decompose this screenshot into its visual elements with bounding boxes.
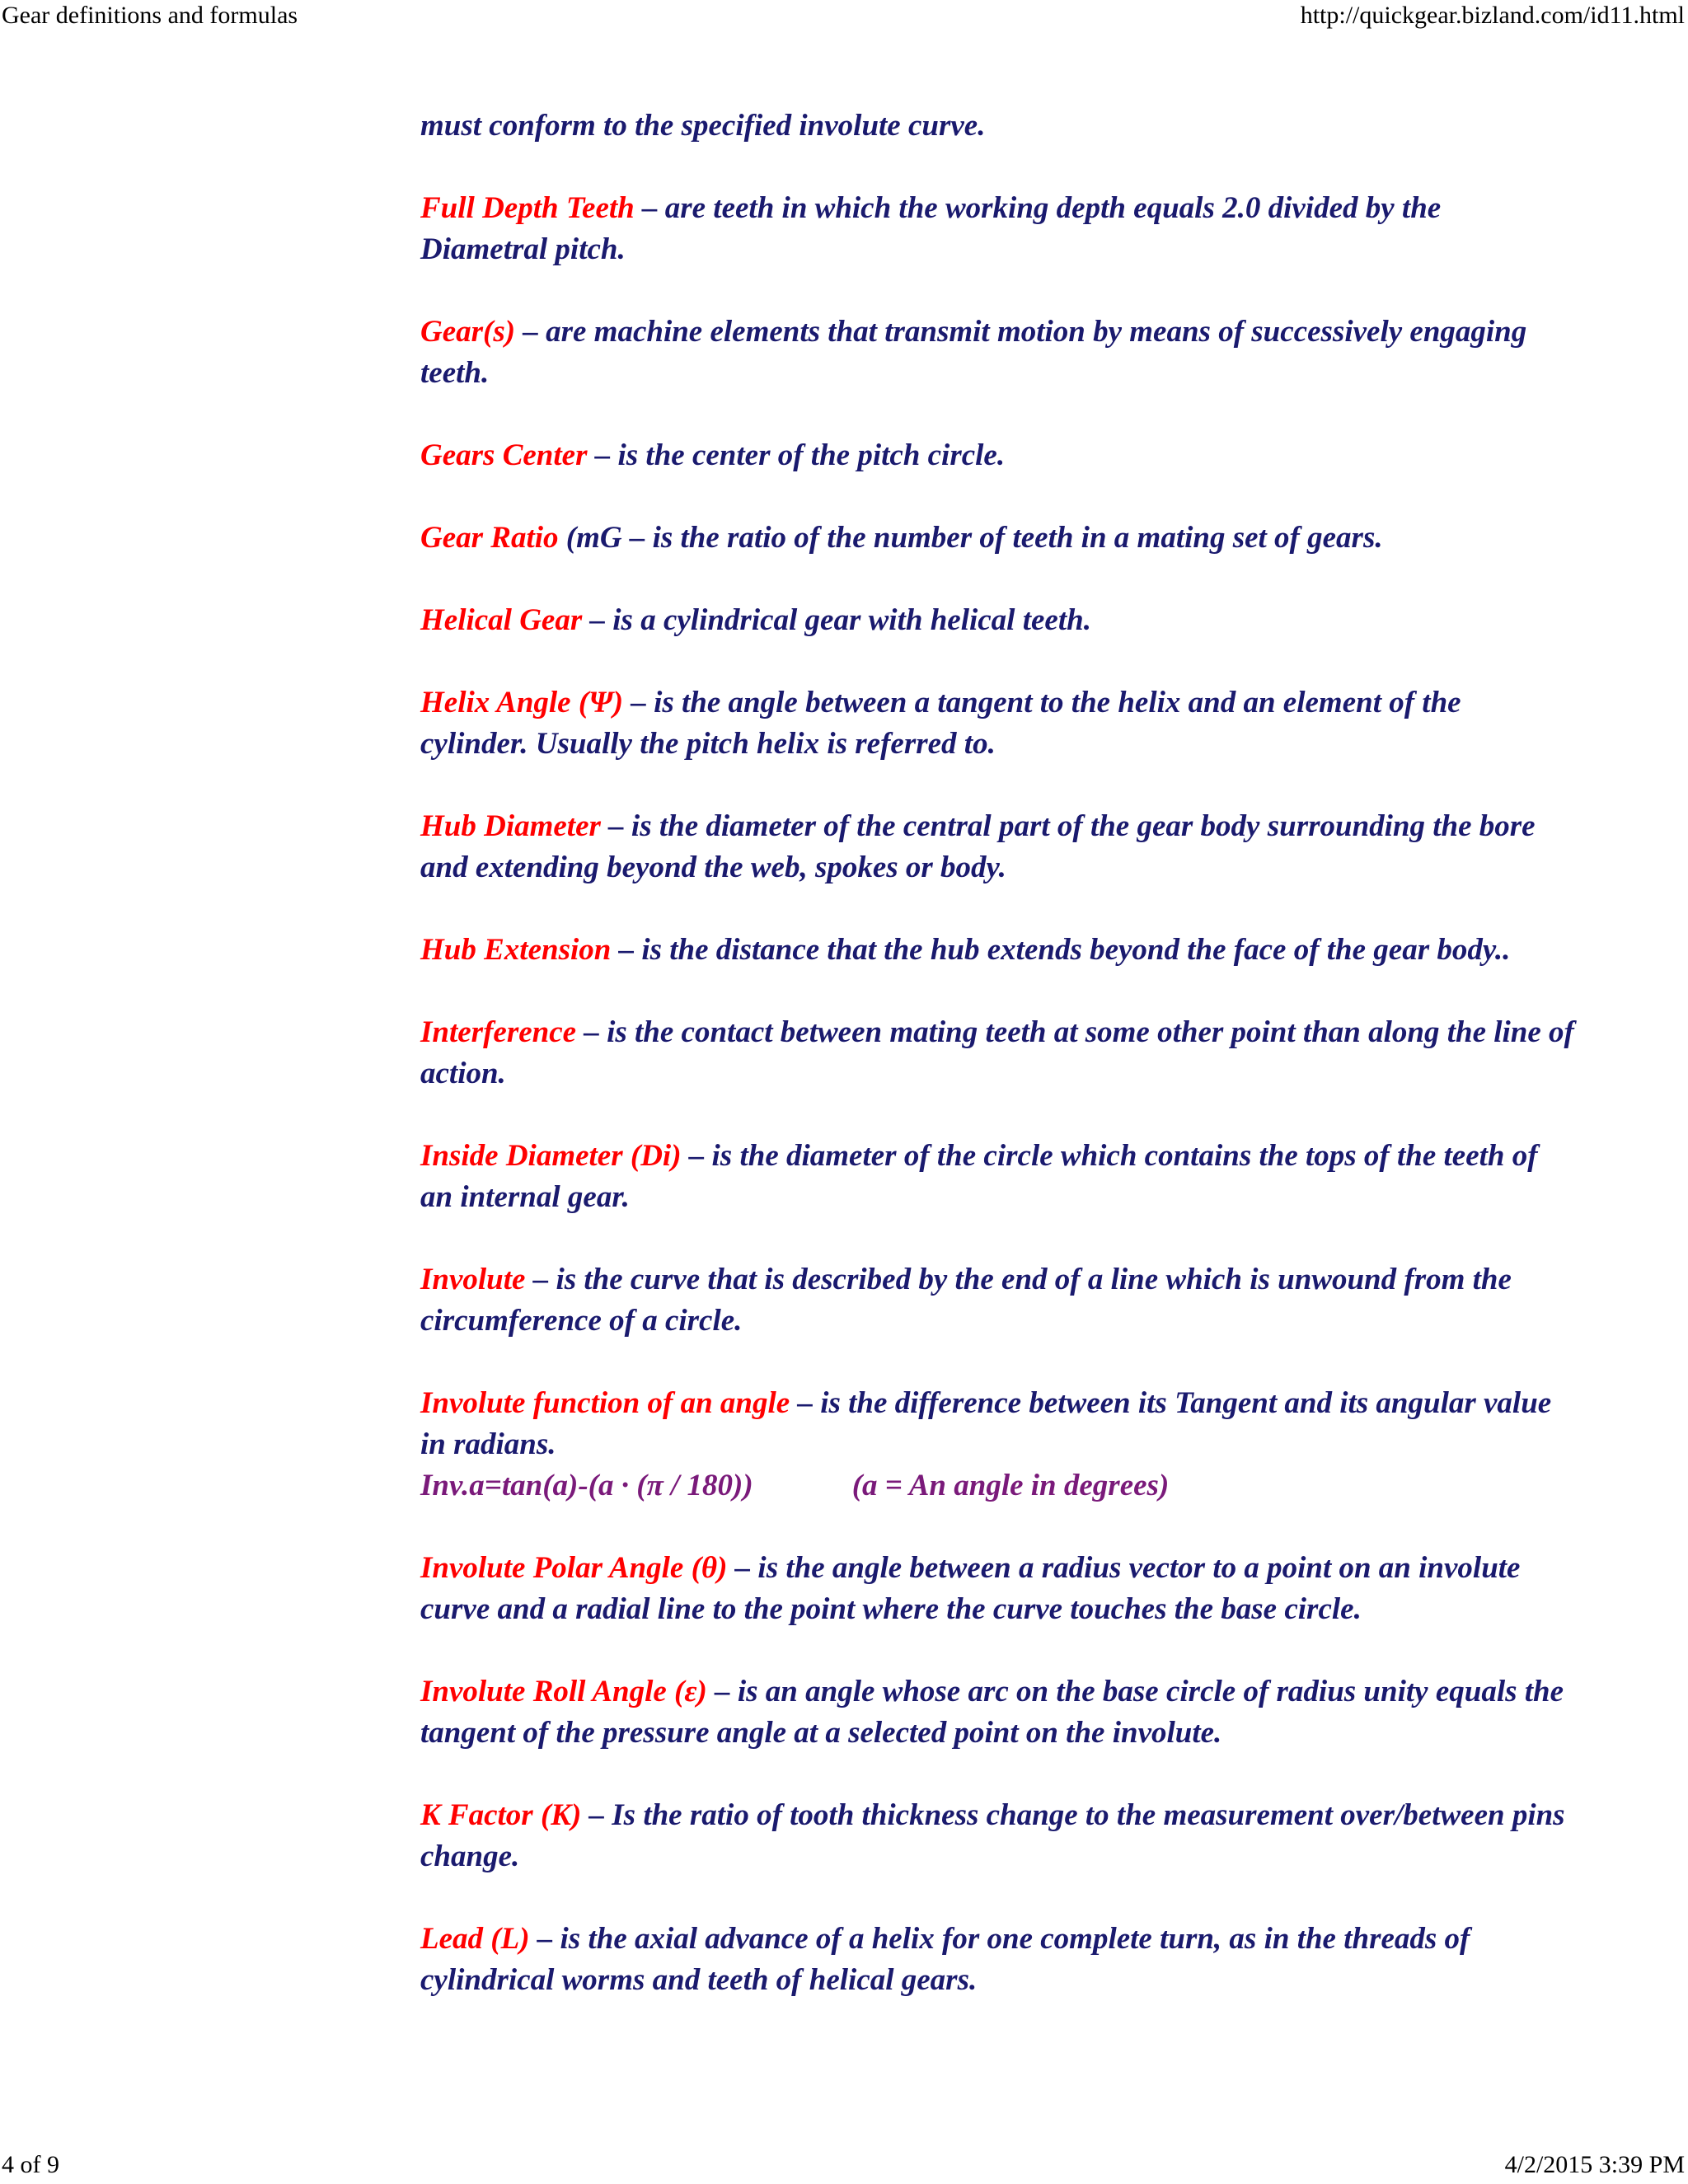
definition-text: – is the contact between mating teeth at some other point than along the line of action. <box>420 1015 1574 1090</box>
definition-text: – is the angle between a tangent to the helix and an element of the cylinder. Usually the pitch helix is referred to. <box>420 686 1461 761</box>
term: Helix Angle (Ψ) <box>420 686 624 719</box>
definition-text: – is the center of the pitch circle. <box>587 438 1006 472</box>
definition-text: (mG – is the ratio of the number of teeth in a mating set of gears. <box>558 521 1383 555</box>
definition-helical-gear <box>420 600 1574 641</box>
formula-line <box>420 1469 1169 1502</box>
term: Helical Gear <box>420 603 583 637</box>
definition-text: – is the diameter of the circle which contains the tops of the teeth of an internal gear. <box>420 1139 1538 1214</box>
page-title: Gear definitions and formulas <box>2 2 298 29</box>
term: Gear(s) <box>420 315 516 349</box>
term: Interference <box>420 1015 577 1049</box>
definition-hub-diameter <box>420 806 1574 888</box>
definition-text: – are teeth in which the working depth equals 2.0 divided by the Diametral pitch. <box>420 191 1442 266</box>
definition-text: – is the distance that the hub extends beyond the face of the gear body.. <box>611 933 1511 967</box>
definition-gears <box>420 312 1574 394</box>
definition-text: – are machine elements that transmit motion by means of successively engaging teeth. <box>420 315 1527 390</box>
page-number: 4 of 9 <box>2 2151 59 2178</box>
definition-text: – is an angle whose arc on the base circle of radius unity equals the tangent of the pressure angle at a selected point on the involute. <box>420 1675 1564 1750</box>
definition-involute <box>420 1259 1574 1342</box>
formula-note: (a = An angle in degrees) <box>851 1469 1170 1502</box>
term: Hub Extension <box>420 933 612 967</box>
definition-involute-roll-angle <box>420 1671 1574 1754</box>
definition-gears-center <box>420 435 1574 476</box>
definitions-content <box>420 105 1574 2042</box>
print-datetime: 4/2/2015 3:39 PM <box>1504 2151 1685 2178</box>
term: Involute function of an angle <box>420 1386 790 1420</box>
definition-lead <box>420 1919 1574 2001</box>
definition-inside-diameter <box>420 1136 1574 1218</box>
definition-text: – is the difference between its Tangent and its angular value in radians. <box>420 1386 1552 1461</box>
page-url: http://quickgear.bizland.com/id11.html <box>1300 2 1685 29</box>
definition-interference <box>420 1012 1574 1094</box>
definition-text: – is the curve that is described by the end of a line which is unwound from the circumference of a circle. <box>420 1263 1512 1338</box>
term: Inside Diameter (Di) <box>420 1139 682 1173</box>
definition-involute-function <box>420 1383 1574 1507</box>
continuation-text: must conform to the specified involute curve. <box>420 109 986 143</box>
definition-text: – is a cylindrical gear with helical teeth. <box>582 603 1091 637</box>
definition-full-depth-teeth <box>420 188 1574 270</box>
definition-gear-ratio <box>420 518 1574 559</box>
formula: Inv.a=tan(a)-(a · (π / 180)) <box>420 1469 753 1502</box>
definition-hub-extension <box>420 930 1574 971</box>
term: Involute <box>420 1263 526 1296</box>
term: Lead (L) <box>420 1922 530 1956</box>
definition-k-factor <box>420 1795 1574 1877</box>
definition-text: – is the axial advance of a helix for one complete turn, as in the threads of cylindrical worms and teeth of helical gears. <box>420 1922 1470 1997</box>
term: Hub Diameter <box>420 809 601 843</box>
term: Gear Ratio <box>420 521 559 555</box>
definition-helix-angle <box>420 682 1574 765</box>
definition-text: – is the angle between a radius vector to a point on an involute curve and a radial line to the point where the curve touches the base circle. <box>420 1551 1521 1626</box>
term: Gears Center <box>420 438 588 472</box>
definition-involute-polar-angle <box>420 1548 1574 1630</box>
term: Involute Polar Angle (θ) <box>420 1551 728 1585</box>
definition-text: – is the diameter of the central part of the gear body surrounding the bore and extending beyond the web, spokes or body. <box>420 809 1536 884</box>
term: Involute Roll Angle (ε) <box>420 1675 707 1708</box>
definition-text: – Is the ratio of tooth thickness change to the measurement over/between pins change. <box>420 1798 1565 1873</box>
term: K Factor (K) <box>420 1798 582 1832</box>
term: Full Depth Teeth <box>420 191 635 225</box>
